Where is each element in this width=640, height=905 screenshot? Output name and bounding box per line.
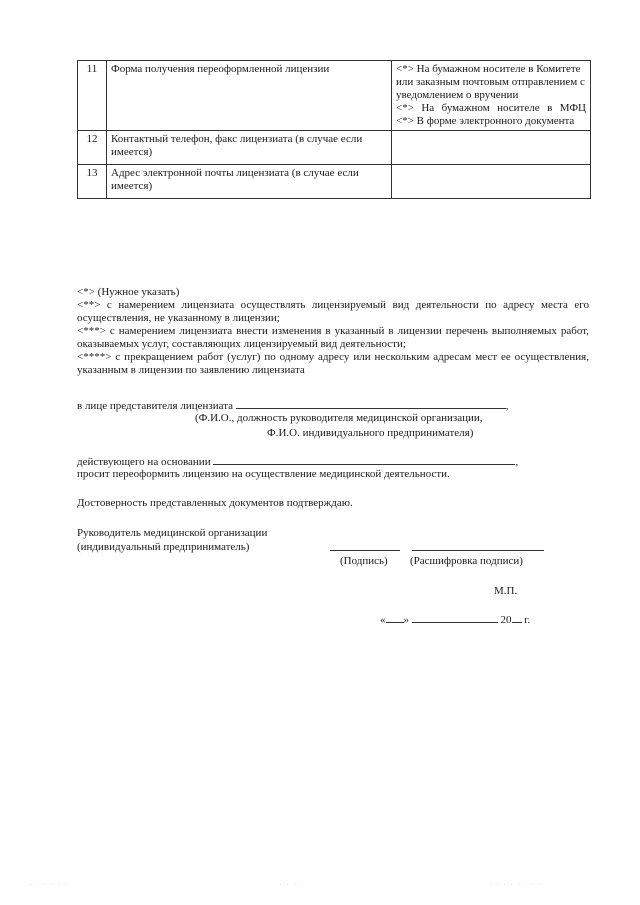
basis-comma: , [515, 456, 519, 468]
basis-label: действующего на основании [77, 456, 211, 468]
date-year-suffix: г. [524, 614, 531, 626]
footnote-4: <****> с прекращением работ (услуг) по одному адресу или нескольким адресам мест ее осуществления, указанным в лицензии по заявлению лицензиата [77, 351, 589, 376]
signature-field[interactable] [330, 540, 400, 551]
date-year-prefix: 20 [500, 614, 512, 626]
scan-mark: . . . . [280, 881, 305, 887]
scan-mark: . . . . . . . . [490, 881, 543, 887]
row-number: 13 [78, 165, 107, 199]
basis-line [77, 454, 577, 469]
table-row [78, 61, 591, 131]
signature-decode-caption: (Расшифровка подписи) [410, 555, 523, 567]
date-quote-close: » [403, 614, 409, 626]
table-row [78, 131, 591, 165]
row-options [392, 61, 591, 131]
option-paper-mfc: <*> На бумажном носителе в МФЦ [396, 102, 586, 114]
stamp-place: М.П. [494, 585, 518, 597]
date-quote-open: « [380, 614, 386, 626]
request-text: просит переоформить лицензию на осуществление медицинской деятельности. [77, 468, 450, 480]
option-electronic: <*> В форме электронного документа [396, 115, 575, 127]
option-paper-committee: <*> На бумажном носителе в Комитете или заказным почтовым отправлением с уведомлением о вручении [396, 63, 585, 101]
representative-caption-1: (Ф.И.О., должность руководителя медицинской организации, [195, 412, 483, 424]
date-month-field[interactable] [412, 612, 498, 623]
date-year-field[interactable] [512, 612, 522, 623]
representative-caption-2: Ф.И.О. индивидуального предпринимателя) [267, 427, 474, 439]
row-number: 11 [78, 61, 107, 131]
representative-line [77, 398, 557, 413]
basis-field[interactable] [213, 454, 515, 465]
footnote-3: <***> с намерением лицензиата внести изменения в указанный в лицензии перечень выполняемых работ, оказываемых услуг, составляющих лицензируемый вид деятельности; [77, 325, 589, 350]
row-value-empty[interactable] [392, 165, 591, 199]
row-value-empty[interactable] [392, 131, 591, 165]
signer-role-1: Руководитель медицинской организации [77, 527, 268, 539]
row-label: Адрес электронной почты лицензиата (в случае если имеется) [107, 165, 392, 199]
confirmation-text: Достоверность представленных документов подтверждаю. [77, 497, 353, 509]
signer-role-2: (индивидуальный предприниматель) [77, 541, 250, 553]
scan-mark: . . . . . . [30, 881, 69, 887]
footnotes [77, 286, 589, 377]
footnote-1: <*> (Нужное указать) [77, 286, 180, 298]
application-table [77, 60, 591, 199]
representative-field[interactable] [236, 398, 506, 409]
row-label: Форма получения переоформленной лицензии [107, 61, 392, 131]
signature-decode-field[interactable] [412, 540, 544, 551]
row-number: 12 [78, 131, 107, 165]
representative-comma: , [505, 400, 509, 412]
footnote-2: <**> с намерением лицензиата осуществлять лицензируемый вид деятельности по адресу места его осуществления, не указанному в лицензии; [77, 299, 589, 324]
date-day-field[interactable] [386, 612, 404, 623]
date-line [380, 612, 550, 627]
row-label: Контактный телефон, факс лицензиата (в случае если имеется) [107, 131, 392, 165]
representative-label: в лице представителя лицензиата [77, 400, 234, 412]
signature-caption: (Подпись) [340, 555, 388, 567]
table-row [78, 165, 591, 199]
